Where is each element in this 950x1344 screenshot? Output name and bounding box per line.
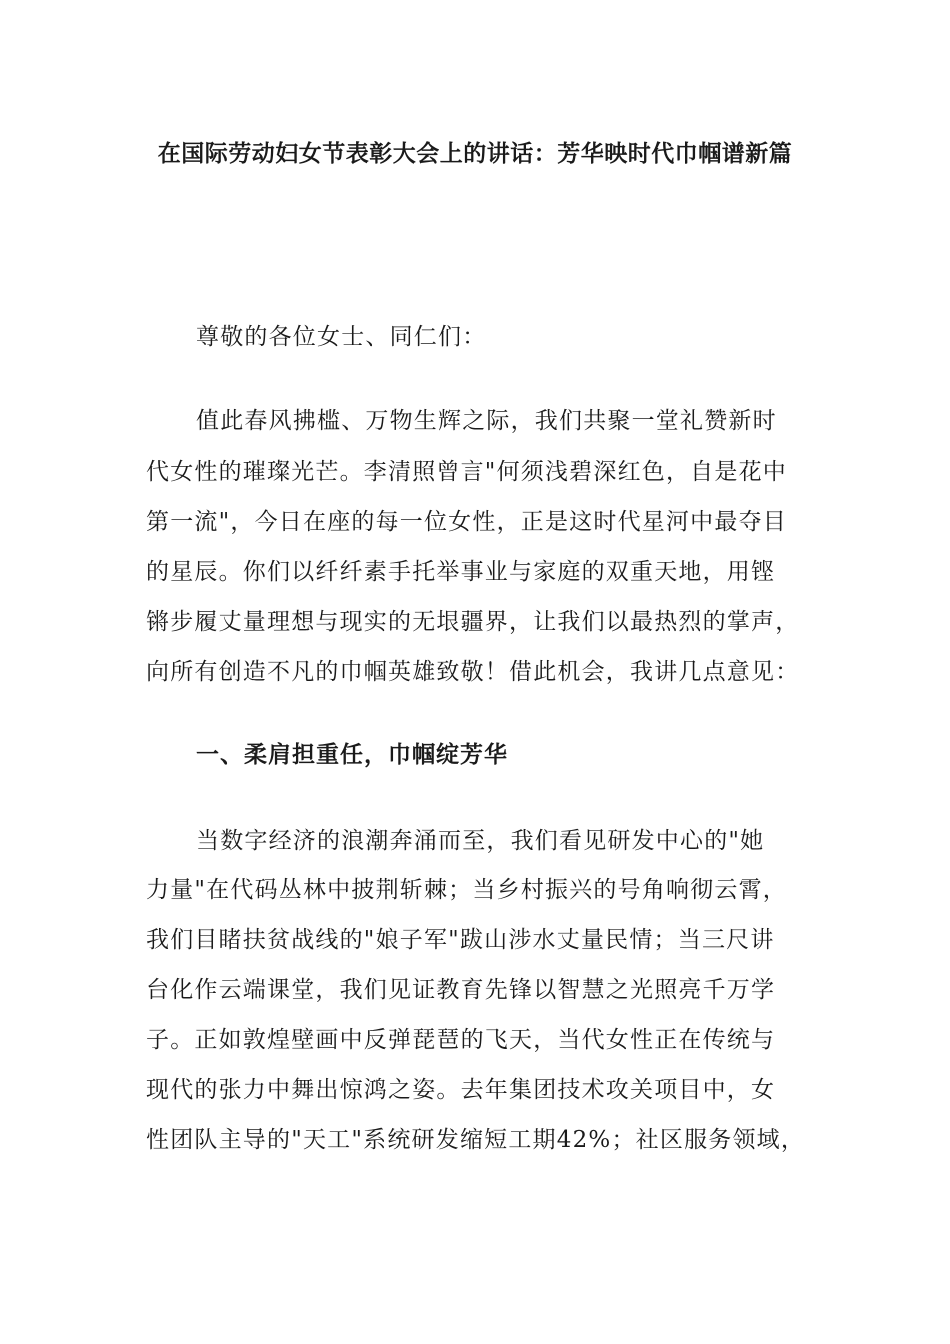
paragraph-line: 代女性的璀璨光芒。李清照曾言"何须浅碧深红色，自是花中 [146, 459, 787, 485]
paragraph-line: 台化作云端课堂，我们见证教育先锋以智慧之光照亮千万学 [146, 977, 776, 1003]
paragraph-line: 的星辰。你们以纤纤素手托举事业与家庭的双重天地，用铿 [146, 559, 776, 585]
document-title: 在国际劳动妇女节表彰大会上的讲话：芳华映时代巾帼谱新篇 [157, 141, 793, 167]
paragraph-line: 值此春风拂槛、万物生辉之际，我们共聚一堂礼赞新时 [196, 408, 777, 434]
section-heading: 一、柔肩担重任，巾帼绽芳华 [196, 742, 508, 768]
paragraph-line: 性团队主导的"天工"系统研发缩短工期42%；社区服务领域， [146, 1127, 806, 1153]
greeting: 尊敬的各位女士、同仁们： [196, 324, 487, 350]
paragraph-line: 子。正如敦煌壁画中反弹琵琶的飞天，当代女性正在传统与 [146, 1027, 776, 1053]
paragraph-line: 我们目睹扶贫战线的"娘子军"跋山涉水丈量民情；当三尺讲 [146, 927, 775, 953]
paragraph-line: 向所有创造不凡的巾帼英雄致敬！借此机会，我讲几点意见： [146, 659, 800, 685]
paragraph-line: 锵步履丈量理想与现实的无垠疆界，让我们以最热烈的掌声， [146, 609, 800, 635]
paragraph-line: 当数字经济的浪潮奔涌而至，我们看见研发中心的"她 [196, 828, 765, 854]
paragraph-line: 第一流"，今日在座的每一位女性，正是这时代星河中最夺目 [146, 509, 787, 535]
paragraph-line: 力量"在代码丛林中披荆斩棘；当乡村振兴的号角响彻云霄， [146, 877, 787, 903]
paragraph-line: 现代的张力中舞出惊鸿之姿。去年集团技术攻关项目中，女 [146, 1077, 776, 1103]
